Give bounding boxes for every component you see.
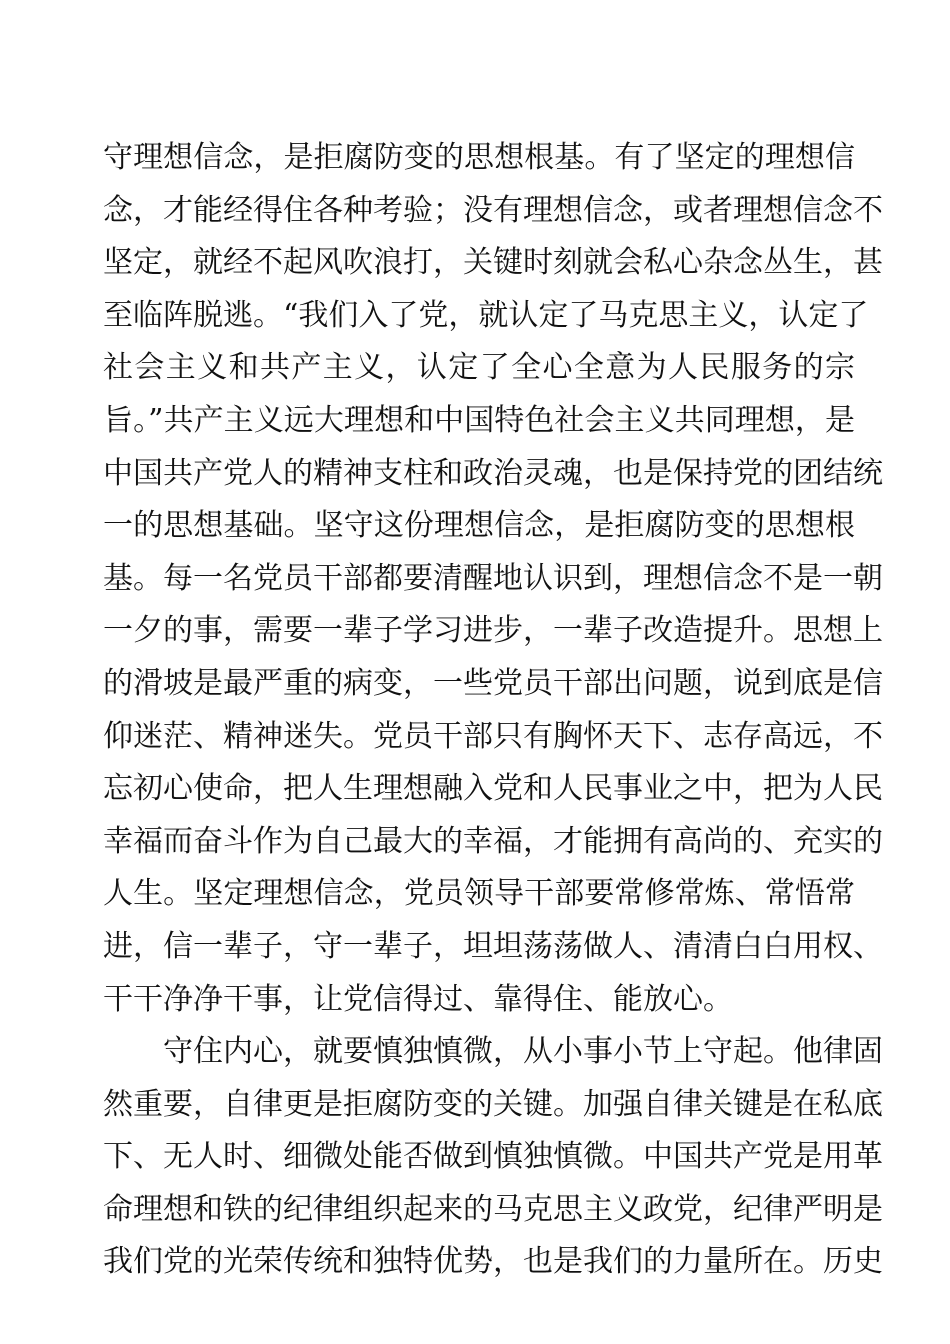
text-line: 守住内心，就要慎独慎微，从小事小节上守起。他律固 [163,1034,883,1070]
text-line: 一的思想基础。坚守这份理想信念，是拒腐防变的思想根 [103,508,855,544]
paragraph-1 [103,132,883,1026]
text-line: 幸福而奋斗作为自己最大的幸福，才能拥有高尚的、充实的 [103,823,883,859]
text-line: 中国共产党人的精神支柱和政治灵魂，也是保持党的团结统 [103,455,883,491]
document-body [103,132,883,1289]
text-line: 下、无人时、细微处能否做到慎独慎微。中国共产党是用革 [103,1139,883,1175]
text-line: 仰迷茫、精神迷失。党员干部只有胸怀天下、志存高远，不 [103,718,883,754]
text-line: 至临阵脱逃。“我们入了党，就认定了马克思主义，认定了 [103,297,869,333]
text-line: 一夕的事，需要一辈子学习进步，一辈子改造提升。思想上 [103,613,883,649]
text-line: 旨。”共产主义远大理想和中国特色社会主义共同理想，是 [103,402,855,438]
text-line: 然重要，自律更是拒腐防变的关键。加强自律关键是在私底 [103,1086,883,1122]
text-line: 社会主义和共产主义，认定了全心全意为人民服务的宗 [103,350,855,386]
text-line: 守理想信念，是拒腐防变的思想根基。有了坚定的理想信 [103,140,855,175]
text-line: 进，信一辈子，守一辈子，坦坦荡荡做人、清清白白用权、 [103,928,883,964]
text-line: 我们党的光荣传统和独特优势，也是我们的力量所在。历史 [103,1244,883,1280]
text-line: 人生。坚定理想信念，党员领导干部要常修常炼、常悟常 [103,876,855,912]
text-line: 念，才能经得住各种考验；没有理想信念，或者理想信念不 [103,192,883,228]
text-line: 坚定，就经不起风吹浪打，关键时刻就会私心杂念丛生，甚 [103,245,883,281]
text-line: 的滑坡是最严重的病变，一些党员干部出问题，说到底是信 [103,665,883,701]
paragraph-2 [103,1026,883,1289]
text-line: 干干净净干事，让党信得过、靠得住、能放心。 [103,981,733,1017]
text-line: 基。每一名党员干部都要清醒地认识到，理想信念不是一朝 [103,560,883,596]
text-line: 忘初心使命，把人生理想融入党和人民事业之中，把为人民 [103,771,883,807]
text-line: 命理想和铁的纪律组织起来的马克思主义政党，纪律严明是 [103,1191,883,1227]
